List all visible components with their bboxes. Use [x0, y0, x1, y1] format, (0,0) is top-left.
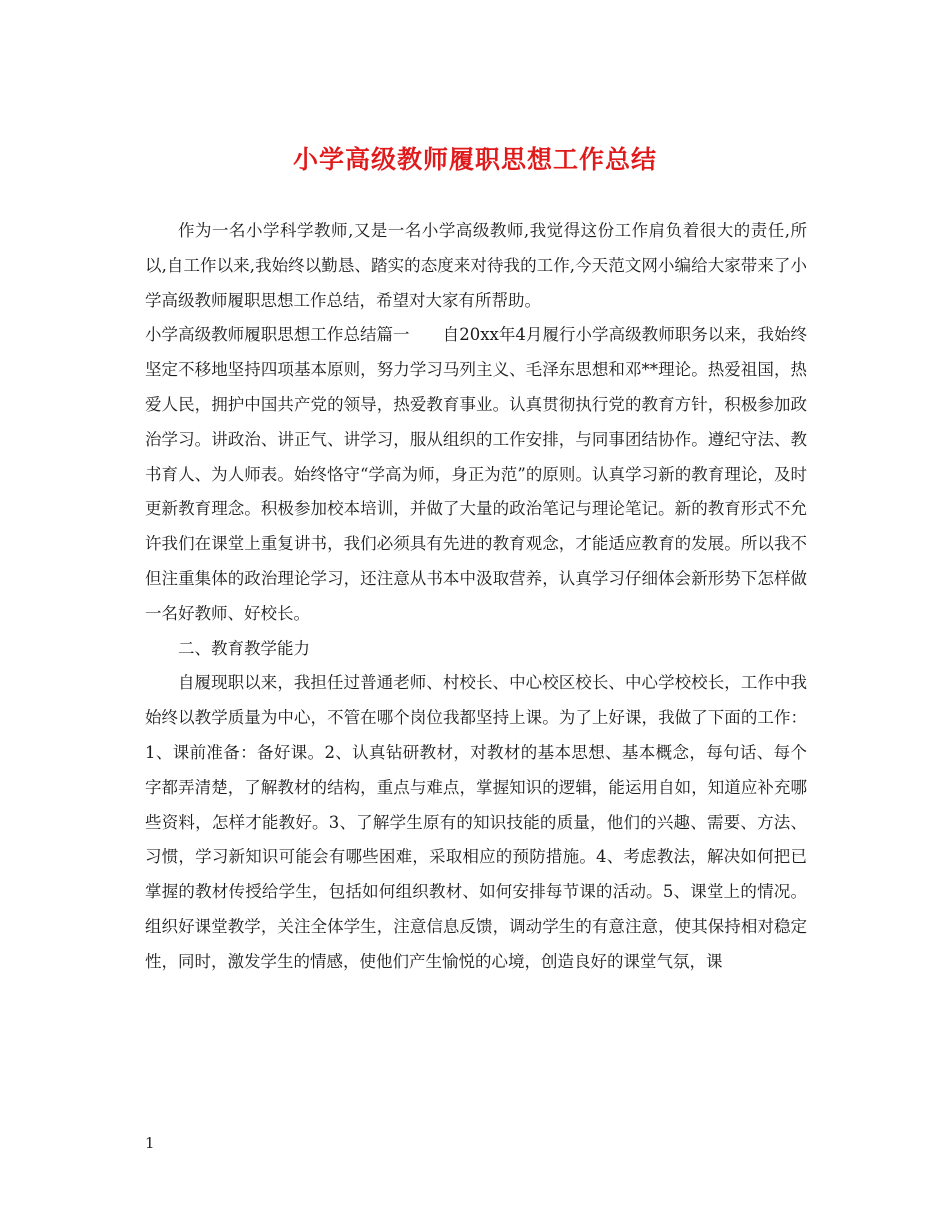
paragraph-teaching-ability: 自履现职以来，我担任过普通老师、村校长、中心校区校长、中心学校校长，工作中我始终以教学质量为中心，不管在哪个岗位我都坚持上课。为了上好课，我做了下面的工作：1、课前准备：备好课。2、认真钻研教材，对教材的基本思想、基本概念，每句话、每个字都弄清楚，了解教材的结构，重点与难点，掌握知识的逻辑，能运用自如，知道应补充哪些资料，怎样才能教好。3、了解学生原有的知识技能的质量，他们的兴趣、需要、方法、习惯，学习新知识可能会有哪些困难，采取相应的预防措施。4、考虑教法，解决如何把已掌握的教材传授给学生，包括如何组织教材、如何安排每节课的活动。5、课堂上的情况。组织好课堂教学，关注全体学生，注意信息反馈，调动学生的有意注意，使其保持相对稳定性，同时，激发学生的情感，使他们产生愉悦的心境，创造良好的课堂气氛，课	[145, 673, 807, 971]
document-body	[145, 214, 807, 980]
paragraph-intro: 作为一名小学科学教师,又是一名小学高级教师,我觉得这份工作肩负着很大的责任,所以,自工作以来,我始终以勤恳、踏实的态度来对待我的工作,今天范文网小编给大家带来了小学高级教师履职思想工作总结，希望对大家有所帮助。	[145, 221, 807, 310]
section-heading-teaching-ability: 二、教育教学能力	[178, 638, 310, 658]
document-title: 小学高级教师履职思想工作总结	[292, 145, 657, 174]
page-number: 1	[145, 1134, 155, 1152]
paragraph-section-one: 小学高级教师履职思想工作总结篇一 自20xx年4月履行小学高级教师职务以来，我始终坚定不移地坚持四项基本原则，努力学习马列主义、毛泽东思想和邓**理论。热爱祖国，热爱人民，拥护中国共产党的领导，热爱教育事业。认真贯彻执行党的教育方针，积极参加政治学习。讲政治、讲正气、讲学习，服从组织的工作安排，与同事团结协作。遵纪守法、教书育人、为人师表。始终恪守“学高为师，身正为范”的原则。认真学习新的教育理论，及时更新教育理念。积极参加校本培训，并做了大量的政治笔记与理论笔记。新的教育形式不允许我们在课堂上重复讲书，我们必须具有先进的教育观念，才能适应教育的发展。所以我不但注重集体的政治理论学习，还注意从书本中汲取营养，认真学习仔细体会新形势下怎样做一名好教师、好校长。	[145, 325, 807, 623]
